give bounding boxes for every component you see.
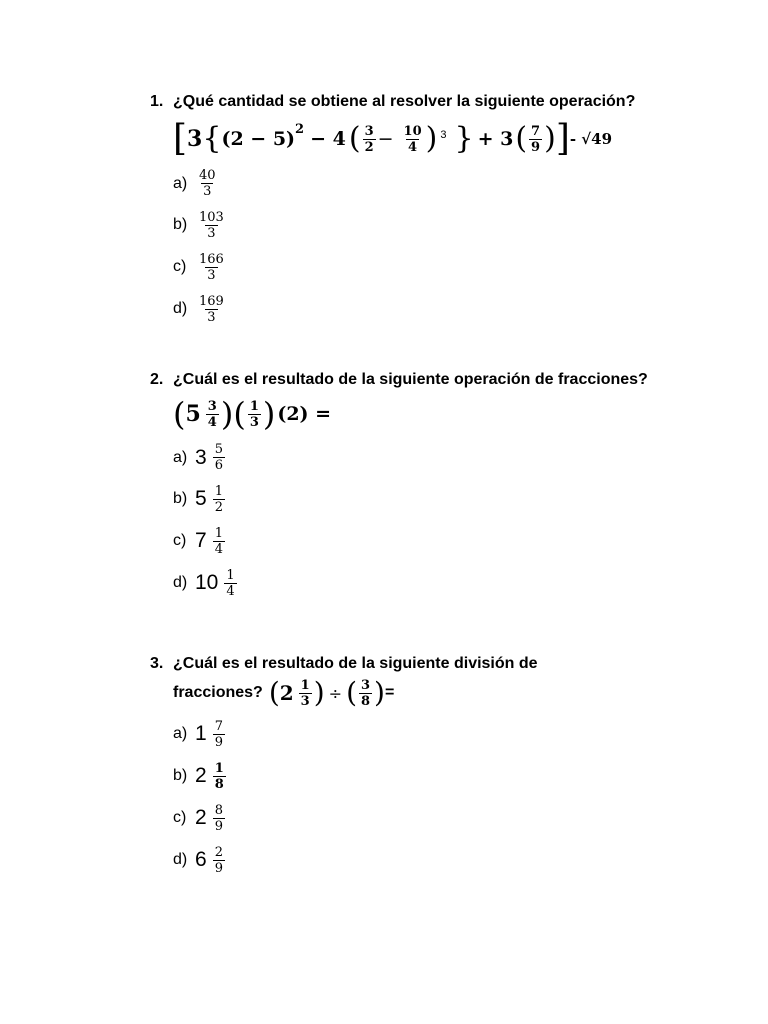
question-text: ¿Cuál es el resultado de la siguiente operación de fracciones? <box>173 371 648 388</box>
option-a: a) 3 $\frac{5}{6}$ <box>173 442 223 473</box>
question-3-expression: ( 2 $\frac{1}{3}$ ) ÷ ( $\frac{3}{8}$ ) = <box>268 676 395 709</box>
exponent: 2 <box>295 121 305 137</box>
expression-tail: (2) = <box>277 403 332 425</box>
question-1 <box>150 91 661 330</box>
open-brace: { <box>202 121 222 156</box>
fraction: $\frac{10}{4}$ <box>403 123 422 155</box>
option-fraction: $\frac{8}{9}$ <box>214 802 223 834</box>
fraction: $\frac{1}{3}$ <box>300 677 310 709</box>
question-text: ¿Qué cantidad se obtiene al resolver la siguiente operación? <box>173 93 636 110</box>
question-3 <box>150 653 661 881</box>
option-fraction: $\frac{1}{4}$ <box>226 567 235 599</box>
question-3-line2 <box>173 673 661 713</box>
question-text-continued: fracciones? <box>173 684 263 701</box>
question-number: 1. <box>150 93 164 110</box>
exponent: 3 <box>440 129 447 141</box>
question-2-header <box>150 369 661 391</box>
option-fraction: $\frac{1}{4}$ <box>214 525 223 557</box>
question-number: 2. <box>150 371 164 388</box>
whole-number: 5 <box>185 401 201 427</box>
operator-term: + 3 <box>477 128 514 150</box>
question-3-header <box>150 653 661 675</box>
option-a: a) $\frac{40}{3}$ <box>173 168 216 199</box>
option-d: d) $\frac{169}{3}$ <box>173 293 224 325</box>
option-c: c) $\frac{166}{3}$ <box>173 251 224 283</box>
question-1-header <box>150 91 661 113</box>
question-text: ¿Cuál es el resultado de la siguiente división de <box>173 655 538 672</box>
close-bracket: ] <box>555 118 570 159</box>
equals-sign: = <box>384 684 395 701</box>
operator: − <box>377 128 394 150</box>
question-1-expression: [ 3 { (2 − 5) 2 − 4 ( $\frac{3}{2}$ − $\frac{10}{4}$ ) 3 } + 3 ( $\frac{7}{9}$ ) ] - √49 <box>173 118 613 159</box>
open-bracket: [ <box>173 118 188 159</box>
option-d: d) 6 $\frac{2}{9}$ <box>173 844 223 876</box>
root-term: - √49 <box>569 130 613 148</box>
question-2-expression: ( 5 $\frac{3}{4}$ ) ( $\frac{1}{3}$ ) (2) = <box>173 395 332 433</box>
option-fraction: $\frac{5}{6}$ <box>214 442 223 473</box>
term: (2 − 5) <box>221 128 296 150</box>
option-b: b) 5 $\frac{1}{2}$ <box>173 483 223 515</box>
close-brace: } <box>454 121 474 156</box>
option-fraction: $\frac{169}{3}$ <box>199 293 224 325</box>
whole-number: 2 <box>279 681 294 705</box>
fraction: $\frac{3}{2}$ <box>364 123 374 155</box>
option-b: b) $\frac{103}{3}$ <box>173 209 224 241</box>
option-fraction: $\frac{2}{9}$ <box>214 844 223 876</box>
option-fraction: $\frac{103}{3}$ <box>199 209 224 241</box>
option-fraction: $\frac{40}{3}$ <box>199 168 216 199</box>
fraction: $\frac{3}{8}$ <box>361 677 371 709</box>
option-b: b) 2 $\frac{1}{8}$ <box>173 760 224 792</box>
question-number: 3. <box>150 655 164 672</box>
option-fraction: $\frac{7}{9}$ <box>214 718 223 750</box>
options-list <box>173 437 661 604</box>
fraction: $\frac{7}{9}$ <box>531 123 541 155</box>
division-operator: ÷ <box>328 683 343 703</box>
options-list <box>173 163 661 330</box>
option-d: d) 10 $\frac{1}{4}$ <box>173 567 235 599</box>
option-c: c) 2 $\frac{8}{9}$ <box>173 802 223 834</box>
option-a: a) 1 $\frac{7}{9}$ <box>173 718 223 750</box>
option-c: c) 7 $\frac{1}{4}$ <box>173 525 223 557</box>
fraction: $\frac{1}{3}$ <box>249 398 259 430</box>
question-2 <box>150 369 661 604</box>
option-fraction: $\frac{1}{8}$ <box>214 760 224 792</box>
option-fraction: $\frac{166}{3}$ <box>199 251 224 283</box>
fraction: $\frac{3}{4}$ <box>207 398 217 430</box>
operator-term: − 4 <box>310 128 346 150</box>
option-fraction: $\frac{1}{2}$ <box>214 483 223 515</box>
options-list <box>173 713 661 881</box>
coefficient: 3 <box>187 126 203 152</box>
